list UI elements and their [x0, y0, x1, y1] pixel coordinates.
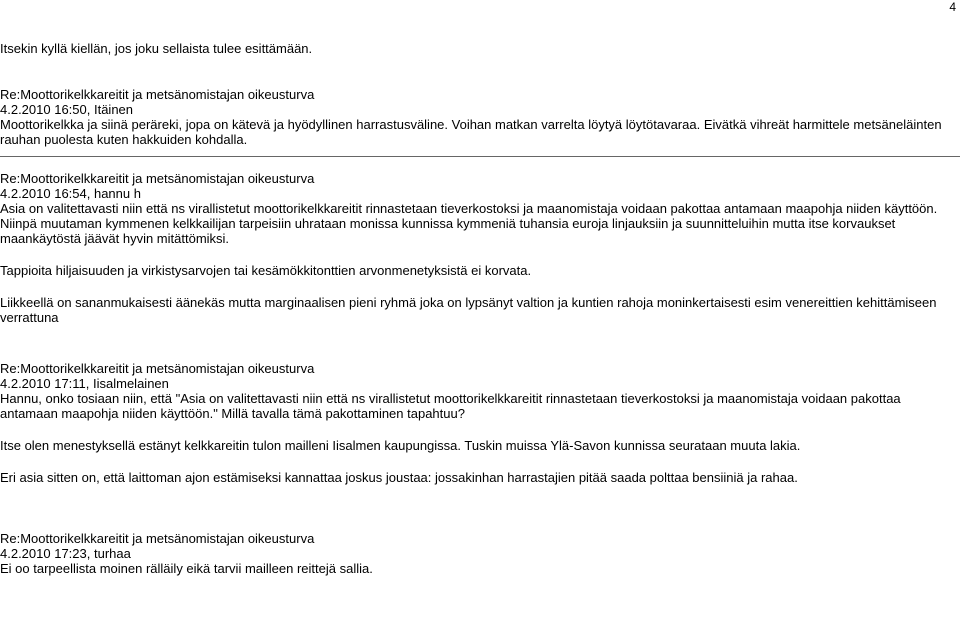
post-paragraph: Eri asia sitten on, että laittoman ajon estämiseksi kannattaa joskus joustaa: jossakinhan harrastajien pitää saada polttaa bensiiniä ja rahaa.: [0, 470, 798, 485]
post-body: [0, 201, 960, 325]
post-paragraph: Ei oo tarpeellista moinen rälläily eikä tarvii mailleen reittejä sallia.: [0, 561, 373, 576]
forum-post: [0, 325, 960, 485]
forum-post: [0, 485, 960, 576]
post-paragraph: Asia on valitettavasti niin että ns virallistetut moottorikelkkareitit rinnastetaan tieverkostoksi ja maanomistaja voidaan pakottaa antamaan maapohja niiden käyttöön. Niinpä muutaman kymmenen kelkkailijan tarpeisiin uhrataan monissa kunnissa kymmeniä tuhansia euroja linjauksiin ja suunnitteluihin mutta itse korvaukset maankäytöstä jäävät hyvin mitättömiksi.: [0, 201, 938, 246]
post-date-author: 4.2.2010 17:11, Iisalmelainen: [0, 376, 169, 391]
post-paragraph: Hannu, onko tosiaan niin, että "Asia on valitettavasti niin että ns virallistetut moottorikelkkareitit rinnastetaan tieverkostoksi ja maanomistaja voidaan pakottaa antamaan maapohja niiden käyttöön." Millä tavalla tämä pakottaminen tapahtuu?: [0, 391, 901, 421]
post-paragraph: Tappioita hiljaisuuden ja virkistysarvojen tai kesämökkitonttien arvonmenetyksistä ei korvata.: [0, 263, 532, 278]
post-body: [0, 561, 960, 576]
post-subject: Re:Moottorikelkkareitit ja metsänomistajan oikeusturva: [0, 87, 315, 102]
post-body: [0, 117, 960, 147]
post-subject: Re:Moottorikelkkareitit ja metsänomistajan oikeusturva: [0, 361, 315, 376]
forum-post: [0, 87, 960, 147]
forum-post: [0, 162, 960, 325]
post-date-author: 4.2.2010 16:50, Itäinen: [0, 102, 134, 117]
forum-thread: [0, 41, 960, 576]
post-paragraph: Liikkeellä on sananmukaisesti äänekäs mutta marginaalisen pieni ryhmä joka on lypsänyt valtion ja kuntien rahoja moninkertaisesti esim venereittien kehittämiseen verrattuna: [0, 295, 937, 325]
post-paragraph: Itse olen menestyksellä estänyt kelkkareitin tulon mailleni Iisalmen kaupungissa. Tuskin muissa Ylä-Savon kunnissa seurataan muuta lakia.: [0, 438, 801, 453]
page-number: 4: [949, 0, 956, 14]
post-date-author: 4.2.2010 16:54, hannu h: [0, 186, 141, 201]
post-divider: [0, 156, 960, 157]
post-subject: Re:Moottorikelkkareitit ja metsänomistajan oikeusturva: [0, 531, 315, 546]
post-paragraph: Moottorikelkka ja siinä peräreki, jopa on kätevä ja hyödyllinen harrastusväline. Voihan matkan varrelta löytyä löytötavaraa. Eivätkä vihreät harmittele metsäneläinten rauhan puolesta kuten hakkuiden kohdalla.: [0, 117, 942, 147]
post-body: [0, 391, 960, 485]
intro-text: Itsekin kyllä kiellän, jos joku sellaista tulee esittämään.: [0, 41, 313, 56]
post-date-author: 4.2.2010 17:23, turhaa: [0, 546, 131, 561]
post-subject: Re:Moottorikelkkareitit ja metsänomistajan oikeusturva: [0, 171, 315, 186]
